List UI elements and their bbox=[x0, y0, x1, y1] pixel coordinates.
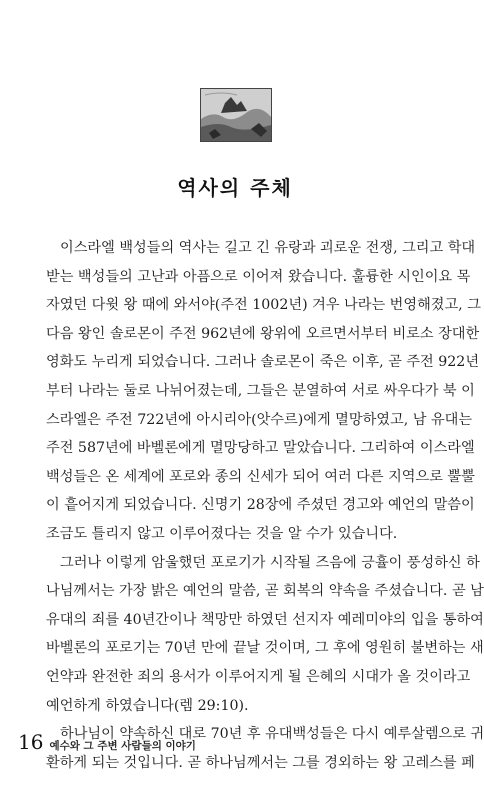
body-line: 주전 587년에 바벨론에게 멸망당하고 말았습니다. 그리하여 이스라엘 bbox=[46, 440, 475, 457]
body-line: 이 흩어지게 되었습니다. 신명기 28장에 주셨던 경고와 예언의 말씀이 bbox=[46, 497, 475, 514]
running-head: 예수와 그 주변 사람들의 이야기 bbox=[49, 740, 196, 752]
body-line: 부터 나라는 둘로 나뉘어졌는데, 그들은 분열하여 서로 싸우다가 북 이 bbox=[46, 382, 475, 399]
body-line: 이스라엘 백성들의 역사는 길고 긴 유랑과 괴로운 전쟁, 그리고 학대 bbox=[60, 240, 476, 256]
body-line: 유대의 죄를 40년간이나 책망만 하였던 선지자 예레미야의 입을 통하여 bbox=[46, 611, 484, 628]
body-line: 하나님이 약속하신 대로 70년 후 유대백성들은 다시 예루살렘으로 귀 bbox=[60, 726, 484, 743]
body-line: 스라엘은 주전 722년에 아시리아(앗수르)에게 멸망하였고, 남 유대는 bbox=[46, 411, 473, 428]
body-line: 언약과 완전한 죄의 용서가 이루어지게 될 은혜의 시대가 올 것이라고 bbox=[46, 668, 471, 685]
page-number: 16 bbox=[18, 730, 44, 754]
body-text bbox=[46, 234, 484, 777]
body-line: 환하게 되는 것입니다. 곧 하나님께서는 그를 경외하는 왕 고레스를 페 bbox=[46, 754, 475, 771]
chapter-title: 역사의 주체 bbox=[177, 176, 293, 200]
body-line: 자였던 다윗 왕 때에 와서야(주전 1002년) 겨우 나라는 번영해졌고, 그 bbox=[46, 297, 481, 314]
body-line: 바벨론의 포로기는 70년 만에 끝날 것이며, 그 후에 영원히 불변하는 새 bbox=[46, 640, 484, 657]
chapter-illustration bbox=[200, 88, 272, 142]
body-line: 그러나 이렇게 암울했던 포로기가 시작될 즈음에 긍휼이 풍성하신 하 bbox=[60, 554, 480, 571]
body-line: 다음 왕인 솔로몬이 주전 962년에 왕위에 오르면서부터 비로소 장대한 bbox=[46, 325, 480, 342]
body-line: 받는 백성들의 고난과 아픔으로 이어져 왔습니다. 훌륭한 시인이요 목 bbox=[46, 268, 471, 285]
body-line: 영화도 누리게 되었습니다. 그러나 솔로몬이 죽은 이후, 곧 주전 922년 bbox=[46, 354, 480, 371]
body-line: 나님께서는 가장 밝은 예언의 말씀, 곧 회복의 약속을 주셨습니다. 곧 남 bbox=[46, 583, 484, 600]
body-line: 조금도 틀리지 않고 이루어졌다는 것을 알 수가 있습니다. bbox=[46, 525, 398, 542]
landscape-sketch-icon bbox=[201, 89, 271, 141]
body-line: 예언하게 하였습니다(렘 29:10). bbox=[46, 697, 249, 714]
body-line: 백성들은 온 세계에 포로와 종의 신세가 되어 여러 다른 지역으로 뿔뿔 bbox=[46, 468, 475, 485]
page-footer bbox=[18, 730, 196, 754]
